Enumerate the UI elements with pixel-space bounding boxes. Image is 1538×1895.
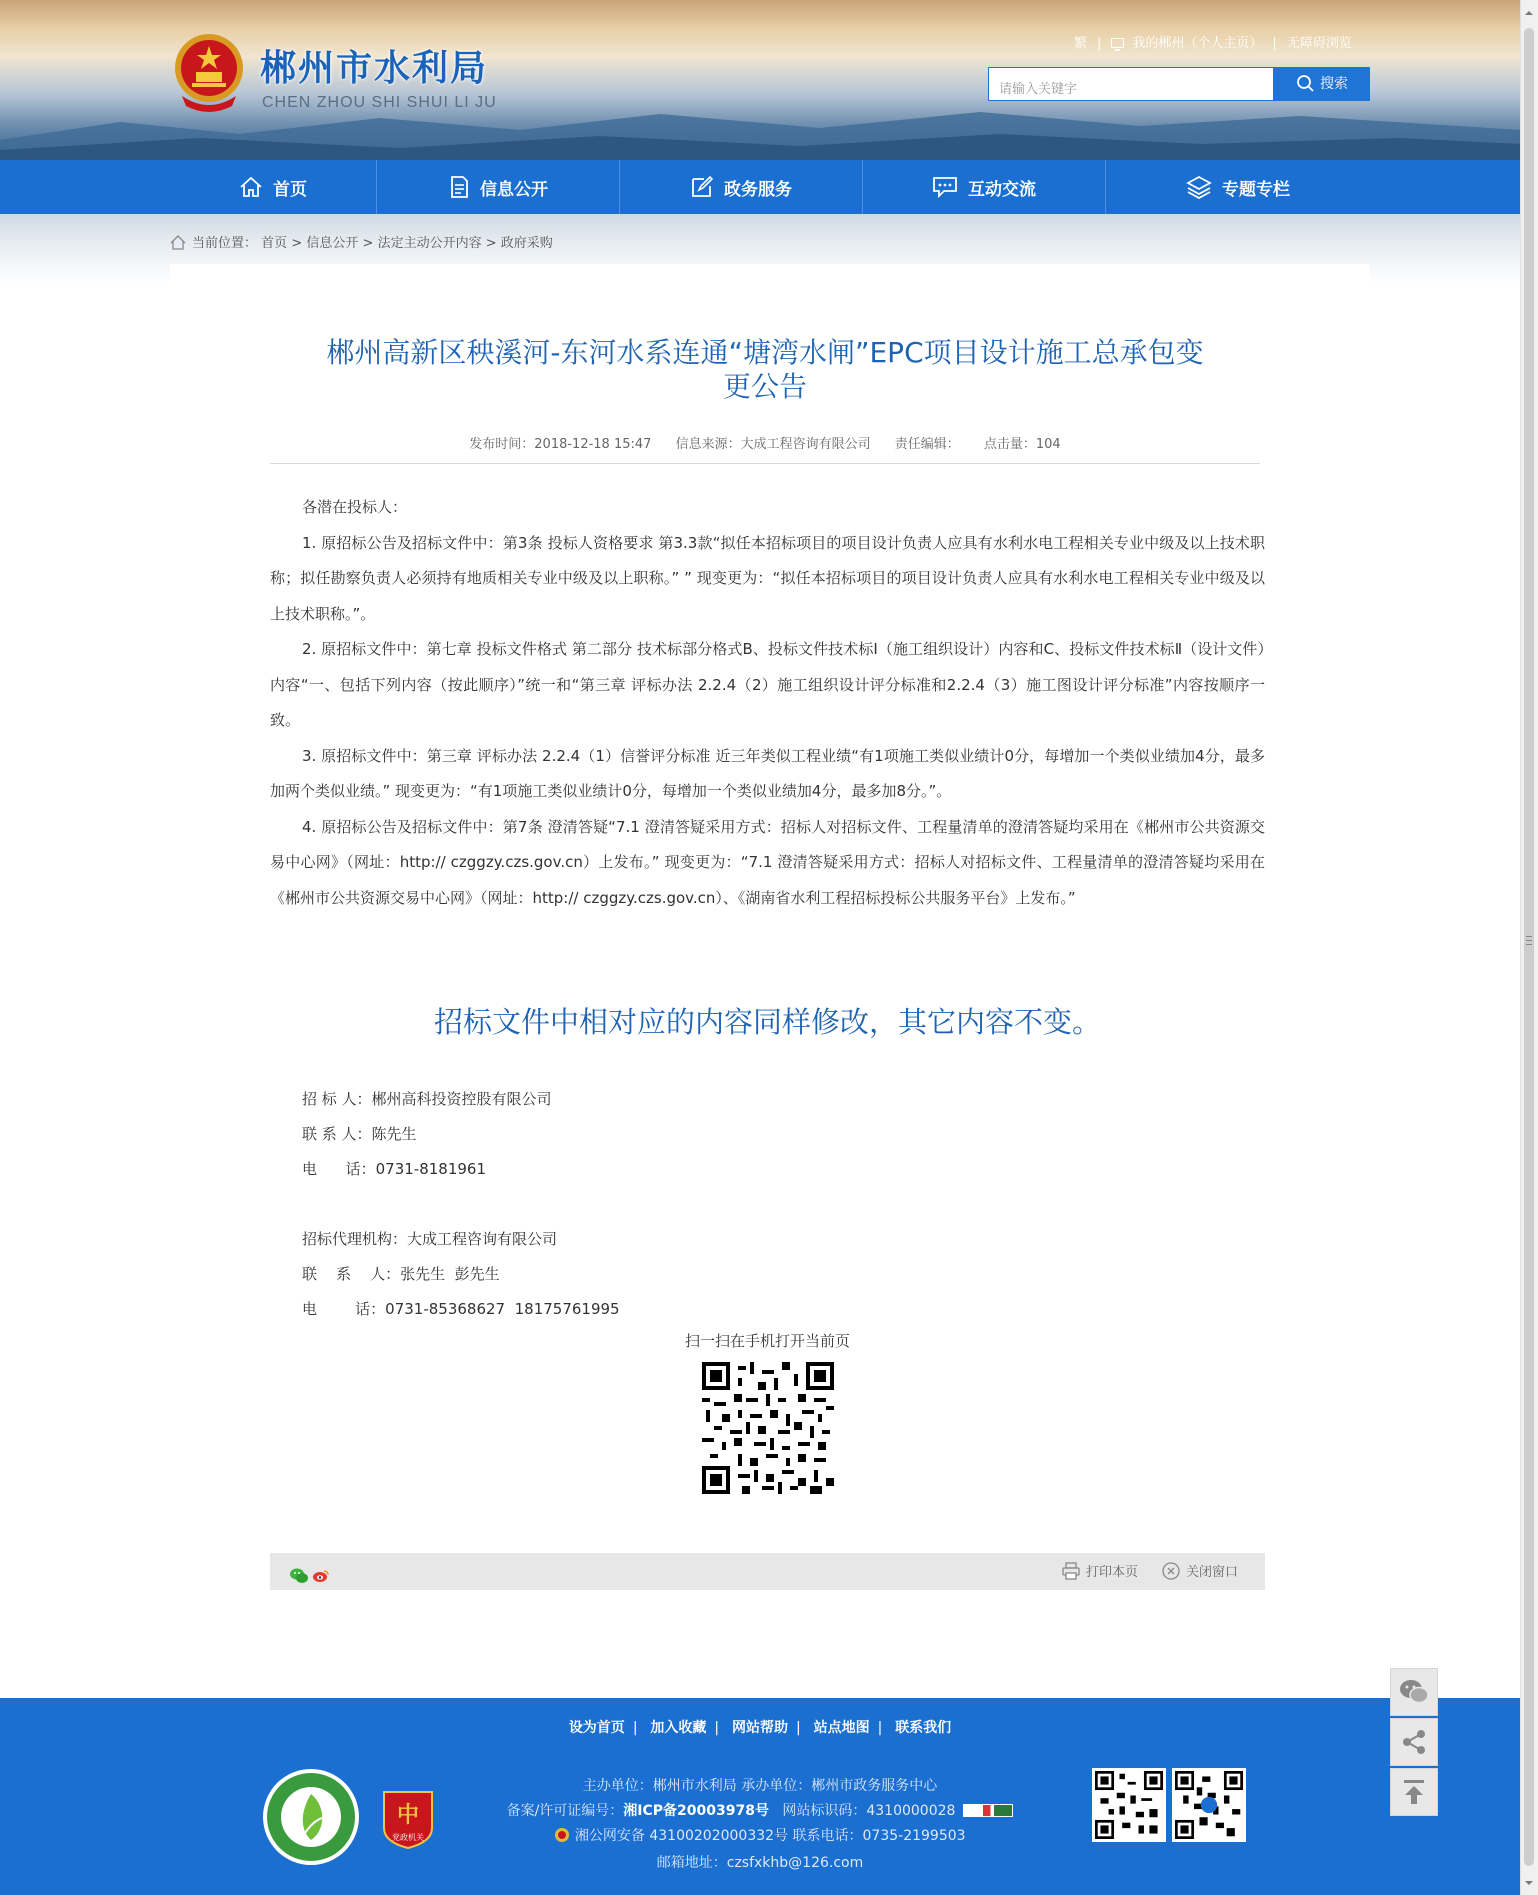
icp-label: 备案/许可证编号： [506, 1803, 624, 1819]
traditional-chinese-link[interactable]: 繁 [1074, 36, 1088, 51]
nav-item-interaction[interactable] [863, 160, 1105, 214]
civilized-city-logo[interactable] [262, 1768, 360, 1866]
print-page-button[interactable] [1062, 1561, 1138, 1580]
hit-count: 点击量：104 [983, 437, 1061, 452]
breadcrumb-item-home[interactable]: 首页 [261, 236, 288, 251]
paragraph-item-1: 1. 原招标公告及招标文件中：第3条 投标人资格要求 第3.3款“拟任本招标项目的项目设计负责人应具有水利水电工程相关专业中级及以上技术职称；拟任勘察负责人必须持有地质相关专业中级及以上职称。” ” 现变更为：“拟任本招标项目的项目设计负责人应具有水利水电工程相关专业中级及以上技术职称。”。 [270, 533, 1265, 623]
breadcrumb-prefix: 当前位置： [192, 236, 258, 251]
tenderer-phone: 电 话：0731-8181961 [302, 1160, 486, 1178]
paragraph-item-3: 3. 原招标文件中：第三章 评标办法 2.2.4（1）信誉评分标准 近三年类似工程业绩“有1项施工类似业绩计0分，每增加一个类似业绩加4分，最多加两个类似业绩。” 现变更为：“有1项施工类似业绩计0分，每增加一个类似业绩加4分，最多加8分。”。 [270, 746, 1265, 800]
footer-email: 邮箱地址：czsfxkhb@126.com [656, 1855, 864, 1871]
wechat-share-icon[interactable] [290, 1568, 308, 1584]
printer-icon [1062, 1562, 1080, 1580]
meta-divider [270, 463, 1260, 464]
breadcrumb [170, 232, 553, 251]
agency-contact: 联 系 人：张先生 彭先生 [302, 1265, 500, 1283]
monitor-icon [1111, 38, 1124, 48]
tenderer-name: 招 标 人：郴州高科投资控股有限公司 [302, 1090, 552, 1108]
party-government-logo[interactable] [380, 1788, 436, 1850]
chat-icon [932, 175, 958, 199]
tenderer-contact: 联 系 人：陈先生 [302, 1125, 417, 1143]
footer-icp [0, 1800, 1520, 1820]
icp-link[interactable]: 湘ICP备20003978号 [623, 1803, 769, 1819]
breadcrumb-separator: > [362, 236, 374, 251]
cnzz-badge[interactable] [963, 1804, 1013, 1817]
edit-icon [690, 175, 714, 199]
paragraph-item-4: 4. 原招标公告及招标文件中：第7条 澄清答疑“7.1 澄清答疑采用方式：招标人对招标文件、工程量清单的澄清答疑均采用在《郴州市公共资源交易中心网》（网址：http:// czggzy.czs.gov.cn）上发布。” 现变更为：“7.1 澄清答疑采用方式：招标人对招标文件、工程量清单的澄清答疑均采用在《郴州市公共资源交易中心网》（网址：http:// czggzy.czs.gov.cn）、《湖南省水利工程招标投标公共服务平台》上发布。” [270, 817, 1265, 907]
police-record[interactable]: 湘公网安备 43100202000332号 联系电话：0735-2199503 [574, 1828, 966, 1844]
footer-police [0, 1825, 1520, 1845]
footer-link-help[interactable]: 网站帮助 [732, 1720, 788, 1736]
footer-host: 主办单位：郴州市水利局 承办单位：郴州市政务服务中心 [582, 1778, 938, 1794]
article-body [270, 490, 1265, 916]
footer-links: 设为首页 | 加入收藏 | 网站帮助 | 站点地图 | 联系我们 [568, 1720, 952, 1736]
home-icon [170, 235, 186, 250]
svg-text:中: 中 [396, 1803, 420, 1828]
document-icon [448, 175, 470, 199]
article-title-line1: 郴州高新区秧溪河-东河水系连通“塘湾水闸”EPC项目设计施工总承包变 [326, 336, 1204, 369]
notice-heading: 招标文件中相对应的内容同样修改，其它内容不变。 [433, 1005, 1101, 1039]
nav-label: 首页 [273, 179, 307, 200]
scroll-down-arrow-icon[interactable] [1524, 1878, 1534, 1888]
info-source: 信息来源：大成工程咨询有限公司 [675, 437, 871, 452]
nav-label: 互动交流 [968, 179, 1036, 200]
close-label: 关闭窗口 [1186, 1565, 1239, 1580]
layers-icon [1186, 175, 1212, 199]
footer-link-set-home[interactable]: 设为首页 [568, 1720, 625, 1736]
nav-label: 政务服务 [724, 179, 792, 200]
nav-item-home[interactable] [170, 160, 376, 214]
top-links: 繁 | 我的郴州（个人主页） | 无障碍浏览 [1074, 36, 1352, 51]
close-circle-icon [1162, 1562, 1180, 1580]
print-label: 打印本页 [1086, 1565, 1139, 1580]
agency-name: 招标代理机构：大成工程咨询有限公司 [302, 1230, 558, 1248]
paragraph-greeting: 各潜在投标人： [302, 498, 408, 516]
breadcrumb-separator: > [291, 236, 303, 251]
accessible-browse-link[interactable]: 无障碍浏览 [1286, 36, 1352, 51]
footer-qr-code-left [1092, 1768, 1166, 1842]
qr-label: 扫一扫在手机打开当前页 [684, 1332, 850, 1350]
back-to-top-button[interactable] [1390, 1768, 1438, 1816]
scrollbar-thumb[interactable] [1524, 28, 1534, 1866]
publish-time: 发布时间：2018-12-18 15:47 [469, 437, 652, 452]
nav-item-gov-services[interactable] [620, 160, 862, 214]
search-input[interactable]: 请输入关键字 [988, 67, 1274, 101]
police-badge-icon [554, 1827, 570, 1843]
share-side-button[interactable] [1390, 1718, 1438, 1766]
breadcrumb-item-info[interactable]: 信息公开 [306, 236, 359, 251]
arrow-up-to-top-icon [1401, 1778, 1427, 1806]
article-title-line2: 更公告 [722, 370, 807, 403]
close-window-button[interactable] [1162, 1561, 1238, 1580]
scrollbar-grip [1526, 936, 1532, 945]
site-code: 网站标识码：4310000028 [782, 1803, 956, 1819]
search-icon [1296, 74, 1314, 92]
agency-phone: 电 话：0731-85368627 18175761995 [302, 1300, 620, 1318]
scroll-up-arrow-icon[interactable] [1524, 8, 1534, 18]
site-title[interactable]: 郴州市水利局 [260, 48, 489, 89]
article-meta [270, 433, 1260, 452]
search-button[interactable] [1274, 67, 1370, 101]
nav-label: 专题专栏 [1222, 179, 1290, 200]
footer-link-sitemap[interactable]: 站点地图 [813, 1720, 870, 1736]
home-icon [239, 176, 263, 198]
national-emblem-icon [172, 32, 246, 114]
breadcrumb-item-statutory[interactable]: 法定主动公开内容 [377, 236, 482, 251]
paragraph-item-2: 2. 原招标文件中：第七章 投标文件格式 第二部分 技术标部分格式B、投标文件技术标Ⅰ（施工组织设计）内容和C、投标文件技术标Ⅱ（设计文件）内容“一、包括下列内容（按此顺序）”统一和“第三章 评标办法 2.2.4（2）施工组织设计评分标准和2.2.4（3）施工图设计评分标准”内容按顺序一致。 [270, 640, 1265, 729]
footer-qr-code-right [1172, 1768, 1246, 1842]
site-subtitle: CHEN ZHOU SHI SHUI LI JU [262, 94, 497, 111]
page-qr-code [702, 1362, 834, 1494]
wechat-icon [1399, 1679, 1429, 1705]
share-icons [290, 1565, 329, 1584]
wechat-side-button[interactable] [1390, 1668, 1438, 1716]
breadcrumb-item-procurement[interactable]: 政府采购 [500, 236, 553, 251]
nav-item-info-disclosure[interactable] [377, 160, 619, 214]
breadcrumb-separator: > [485, 236, 497, 251]
weibo-share-icon[interactable] [313, 1569, 329, 1583]
nav-item-special-topics[interactable] [1106, 160, 1370, 214]
responsible-editor: 责任编辑： [894, 437, 960, 452]
footer-link-favorite[interactable]: 加入收藏 [650, 1720, 707, 1736]
search-button-label: 搜索 [1320, 76, 1348, 92]
party-logo-text: 党政机关 [392, 1833, 424, 1842]
share-icon [1400, 1728, 1428, 1756]
nav-label: 信息公开 [480, 179, 548, 200]
my-chenzhou-link[interactable]: 我的郴州（个人主页） [1132, 36, 1263, 51]
footer-link-contact[interactable]: 联系我们 [895, 1720, 952, 1736]
article-title [270, 336, 1260, 404]
